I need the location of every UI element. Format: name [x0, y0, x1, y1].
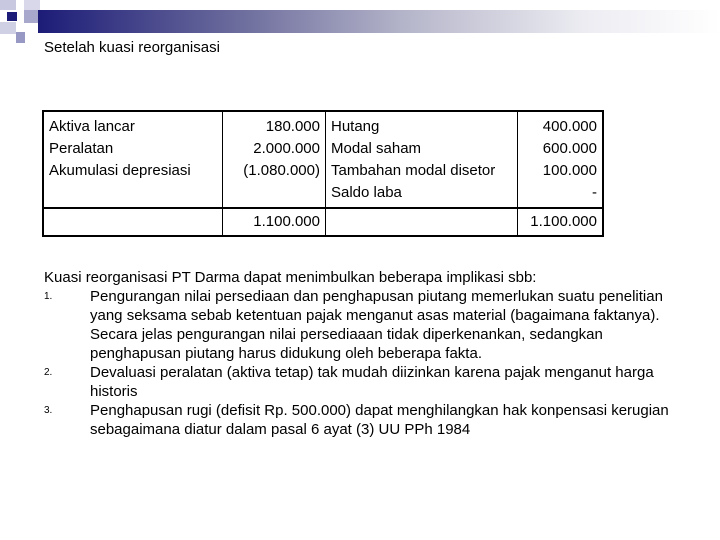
- table-row: [43, 160, 603, 182]
- asset-value: 180.000: [223, 111, 326, 138]
- list-item: [44, 363, 684, 401]
- empty-cell: [43, 208, 223, 236]
- liability-label: Modal saham: [331, 140, 422, 157]
- liability-label: Tambahan modal disetor: [331, 162, 496, 179]
- empty-cell: [223, 182, 326, 208]
- asset-label: Peralatan: [49, 140, 114, 157]
- item-text: Devaluasi peralatan (aktiva tetap) tak mudah diizinkan karena pajak menganut harga historis: [90, 364, 654, 400]
- table-row: [43, 138, 603, 160]
- item-number: 1.: [44, 291, 53, 302]
- table-row: [43, 182, 603, 208]
- liability-value: 600.000: [517, 138, 603, 160]
- asset-value: (1.080.000): [223, 160, 326, 182]
- intro-text: Kuasi reorganisasi PT Darma dapat menimbulkan beberapa implikasi sbb:: [44, 269, 537, 286]
- item-text: Penghapusan rugi (defisit Rp. 500.000) dapat menghilangkan hak konpensasi kerugian sebagaimana diatur dalam pasal 6 ayat (3) UU PPh 1984: [90, 402, 669, 438]
- list-item: [44, 287, 684, 363]
- list-item: [44, 401, 684, 439]
- total-assets: 1.100.000: [223, 208, 326, 236]
- slide-title: Setelah kuasi reorganisasi: [44, 39, 220, 56]
- liability-label: Saldo laba: [331, 184, 402, 201]
- liability-value: 400.000: [517, 111, 603, 138]
- decor-square: [7, 12, 17, 21]
- decor-square: [16, 32, 25, 43]
- liability-value: 100.000: [517, 160, 603, 182]
- total-liabilities: 1.100.000: [517, 208, 603, 236]
- decor-square: [24, 0, 40, 10]
- liability-value: -: [517, 182, 603, 208]
- header-gradient-bar: [38, 10, 720, 33]
- decor-square: [24, 10, 38, 23]
- empty-cell: [326, 208, 518, 236]
- asset-label: Aktiva lancar: [49, 118, 135, 135]
- decor-square: [0, 0, 16, 10]
- item-number: 3.: [44, 405, 53, 416]
- total-row: [43, 208, 603, 236]
- decor-square: [0, 22, 16, 34]
- balance-sheet-table: [42, 110, 604, 237]
- item-number: 2.: [44, 367, 53, 378]
- asset-value: 2.000.000: [223, 138, 326, 160]
- implications-text: [44, 268, 684, 439]
- table-row: [43, 111, 603, 138]
- item-text: Pengurangan nilai persediaan dan penghapusan piutang memerlukan suatu penelitian yang seksama sebab ketentuan pajak menganut asas material (bagaimana faktanya). Secara jelas pengurangan nilai persediaaan tidak diperkenankan, sedangkan penghapusan piutang harus didukung oleh beberapa fakta.: [90, 288, 663, 362]
- asset-label: Akumulasi depresiasi: [49, 162, 191, 179]
- empty-cell: [43, 182, 223, 208]
- liability-label: Hutang: [331, 118, 380, 135]
